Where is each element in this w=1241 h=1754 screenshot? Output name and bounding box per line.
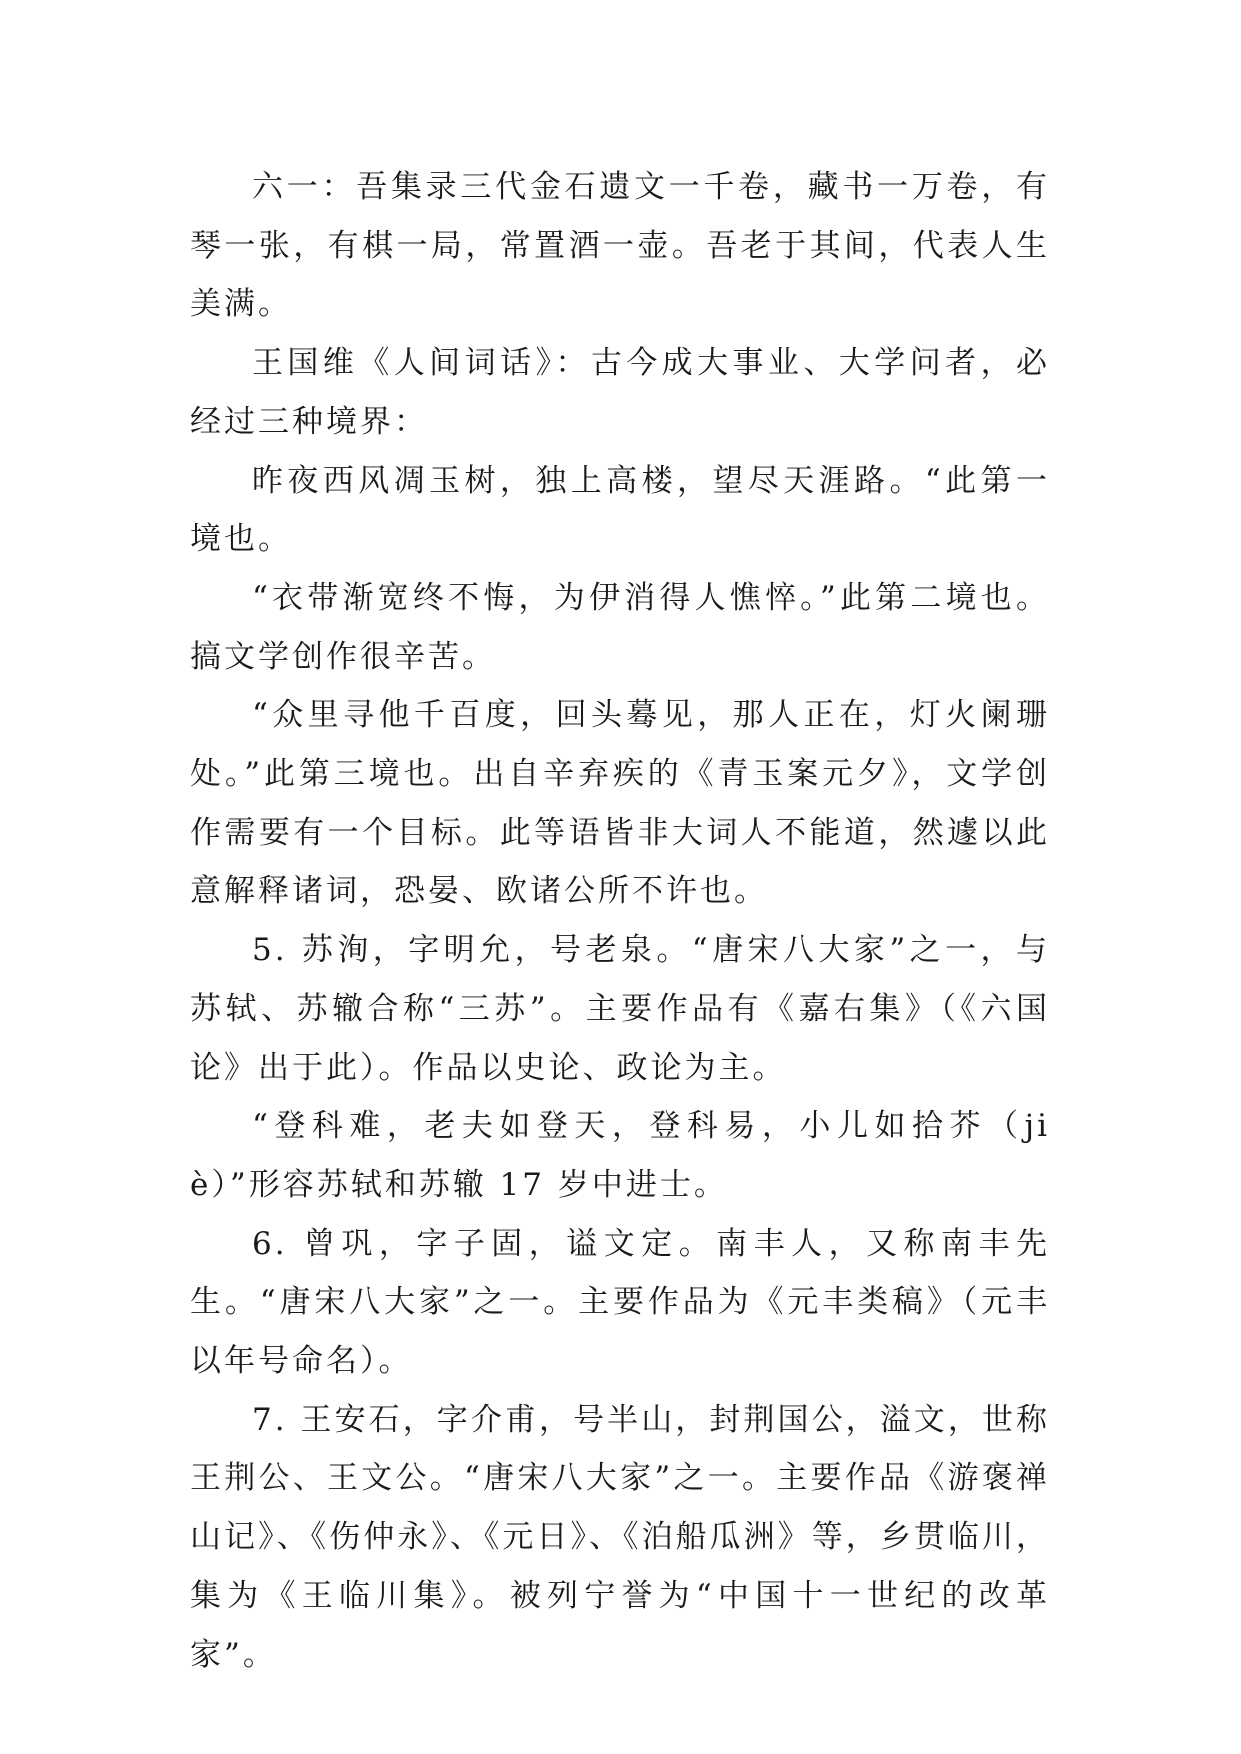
- paragraph-renjian-cihua: 王国维《人间词话》：古今成大事业、大学问者，必经过三种境界：: [190, 345, 1050, 440]
- document-body: [190, 158, 1050, 1684]
- paragraph-zeng-gong: 6. 曾巩，字子固，谥文定。南丰人，又称南丰先生。“唐宋八大家”之一。主要作品为《元丰类稿》（元丰以年号命名）。: [190, 1225, 1050, 1380]
- paragraph-first-realm: 昨夜西风凋玉树，独上高楼，望尽天涯路。“此第一境也。: [190, 462, 1050, 558]
- paragraph-su-xun: 5. 苏洵，字明允，号老泉。“唐宋八大家”之一，与苏轼、苏辙合称“三苏”。主要作品有《嘉右集》（《六国论》出于此）。作品以史论、政论为主。: [190, 932, 1050, 1086]
- paragraph-liuyi: 六一：吾集录三代金石遗文一千卷，藏书一万卷，有琴一张，有棋一局，常置酒一壶。吾老于其间，代表人生美满。: [190, 169, 1050, 323]
- paragraph-dengke: “登科难，老夫如登天，登科易，小儿如拾芥（ji è）”形容苏轼和苏辙 17 岁中进士。: [190, 1108, 1050, 1203]
- paragraph-third-realm: “众里寻他千百度，回头蓦见，那人正在，灯火阑珊处。”此第三境也。出自辛弃疾的《青玉案元夕》，文学创作需要有一个目标。此等语皆非大词人不能道，然遽以此意解释诸词，恐晏、欧诸公所不许也。: [190, 697, 1050, 910]
- paragraph-wang-anshi: 7. 王安石，字介甫，号半山，封荆国公，溢文，世称王荆公、王文公。“唐宋八大家”之一。主要作品《游褒禅山记》、《伤仲永》、《元日》、《泊船瓜洲》等，乡贯临川，集为《王临川集》。被列宁誉为“中国十一世纪的改革家”。: [190, 1401, 1050, 1673]
- paragraph-second-realm: “衣带渐宽终不悔，为伊消得人憔悴。”此第二境也。搞文学创作很辛苦。: [190, 579, 1050, 675]
